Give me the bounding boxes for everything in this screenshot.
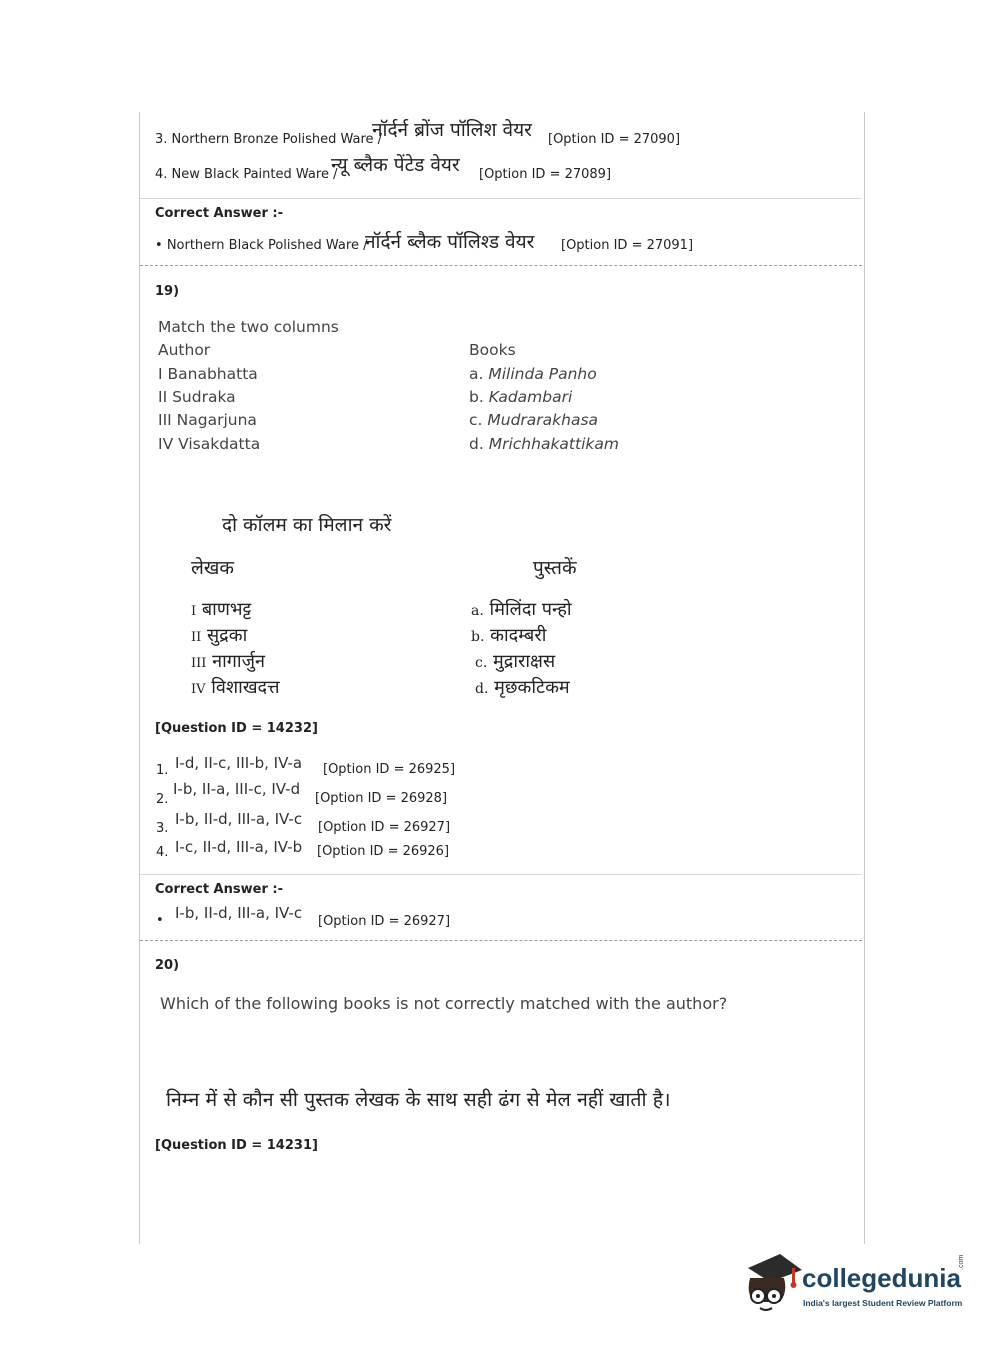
hindi-author: सुद्रका (207, 625, 248, 646)
q19-hindi-col1: लेखक (191, 557, 235, 579)
q18-correct-answer (155, 238, 367, 253)
q19-correct-label: Correct Answer :- (155, 882, 283, 897)
q19-correct-text: I-b, II-d, III-a, IV-c (175, 904, 303, 922)
collegedunia-tagline: India's largest Student Review Platform (803, 1298, 963, 1308)
hindi-book: मृछकटिकम (494, 677, 570, 698)
q18-option-3 (155, 132, 382, 147)
q19-author-3: III Nagarjuna (158, 411, 257, 429)
q19-hindi-author-3 (191, 649, 265, 673)
hindi-author: नागार्जुन (212, 651, 265, 672)
q19-option-4-number: 4. (156, 845, 169, 860)
q19-hindi-col2: पुस्तकें (533, 557, 577, 579)
option-text-en: Northern Bronze Polished Ware / (171, 132, 383, 147)
q19-option-1-number: 1. (156, 763, 169, 778)
q19-col2-header: Books (469, 341, 516, 359)
q18-option-3-id: [Option ID = 27090] (548, 132, 681, 147)
question-divider (140, 265, 862, 266)
book-letter: d. (469, 435, 484, 453)
q19-question-id: [Question ID = 14232] (155, 721, 318, 736)
q19-correct-bullet: • (156, 913, 164, 928)
correct-text-en: Northern Black Polished Ware / (166, 238, 368, 253)
divider (140, 874, 862, 875)
q20-question-id: [Question ID = 14231] (155, 1138, 318, 1153)
hindi-author: विशाखदत्त (211, 677, 280, 698)
hindi-book: कादम्बरी (490, 625, 547, 646)
q19-hindi-book-3 (475, 649, 555, 673)
q18-correct-hindi: नॉर्दर्न ब्लैक पॉलिश्ड वेयर (365, 231, 535, 253)
roman-numeral: IV (191, 682, 206, 697)
bullet: • (155, 238, 163, 253)
q19-book-4 (469, 435, 619, 453)
q19-hindi-author-1 (191, 597, 251, 621)
q18-option-4 (155, 167, 337, 182)
q19-option-3-id: [Option ID = 26927] (318, 820, 451, 835)
book-title: Milinda Panho (488, 365, 597, 383)
logo-suffix: .com (958, 1254, 965, 1270)
q19-book-3 (469, 411, 598, 429)
q18-option-4-id: [Option ID = 27089] (479, 167, 612, 182)
book-title: Mudrarakhasa (487, 411, 599, 429)
book-letter: d. (475, 681, 489, 697)
q18-option-3-hindi: नॉर्दर्न ब्रोंज पॉलिश वेयर (372, 119, 532, 141)
q18-correct-label: Correct Answer :- (155, 206, 283, 221)
q19-option-2-text: I-b, II-a, III-c, IV-d (173, 780, 301, 798)
collegedunia-logo-text: collegedunia (802, 1263, 961, 1293)
roman-numeral: I (191, 604, 197, 619)
book-title: Kadambari (488, 388, 573, 406)
hindi-author: बाणभट्ट (201, 599, 252, 620)
q19-book-1 (469, 365, 597, 383)
q19-number: 19) (155, 284, 180, 299)
q19-author-2: II Sudraka (158, 388, 236, 406)
q19-option-2-id: [Option ID = 26928] (315, 791, 448, 806)
q19-option-4-text: I-c, II-d, III-a, IV-b (175, 838, 303, 856)
q19-hindi-book-1 (471, 597, 572, 621)
q19-option-4-id: [Option ID = 26926] (317, 844, 450, 859)
book-letter: a. (469, 365, 484, 383)
q19-author-1: I Banabhatta (158, 365, 258, 383)
option-text-en: New Black Painted Ware / (171, 167, 338, 182)
q19-hindi-book-4 (475, 675, 570, 699)
q19-hindi-book-2 (471, 623, 546, 647)
option-number: 4. (155, 167, 168, 182)
question-divider (140, 940, 862, 941)
book-letter: b. (471, 629, 485, 645)
book-letter: a. (471, 603, 484, 619)
q19-hindi-author-4 (191, 675, 280, 699)
book-letter: b. (469, 388, 484, 406)
q19-option-3-text: I-b, II-d, III-a, IV-c (175, 810, 303, 828)
hindi-book: मिलिंदा पन्हो (489, 599, 572, 620)
q19-author-4: IV Visakdatta (158, 435, 261, 453)
q20-text-en: Which of the following books is not correctly matched with the author? (160, 994, 728, 1013)
roman-numeral: II (191, 630, 202, 645)
q19-hindi-title: दो कॉलम का मिलान करें (222, 514, 392, 536)
option-number: 3. (155, 132, 168, 147)
q18-correct-id: [Option ID = 27091] (561, 238, 694, 253)
q19-option-1-text: I-d, II-c, III-b, IV-a (175, 754, 303, 772)
q19-col1-header: Author (158, 341, 211, 359)
q19-match-title: Match the two columns (158, 318, 339, 336)
q19-option-2-number: 2. (156, 792, 169, 807)
book-title: Mrichhakattikam (488, 435, 619, 453)
roman-numeral: III (191, 656, 207, 671)
q20-text-hi: निम्न में से कौन सी पुस्तक लेखक के साथ सही ढंग से मेल नहीं खाती है। (166, 1088, 671, 1111)
book-letter: c. (469, 411, 483, 429)
q19-correct-id: [Option ID = 26927] (318, 914, 451, 929)
book-letter: c. (475, 655, 488, 671)
hindi-book: मुद्राराक्षस (493, 651, 556, 672)
q19-option-1-id: [Option ID = 26925] (323, 762, 456, 777)
divider (140, 198, 862, 199)
collegedunia-mascot-logo (740, 1250, 810, 1320)
q19-hindi-author-2 (191, 623, 247, 647)
q19-option-3-number: 3. (156, 821, 169, 836)
q20-number: 20) (155, 958, 180, 973)
q19-book-2 (469, 388, 572, 406)
q18-option-4-hindi: न्यू ब्लैक पेंटेड वेयर (331, 154, 460, 176)
